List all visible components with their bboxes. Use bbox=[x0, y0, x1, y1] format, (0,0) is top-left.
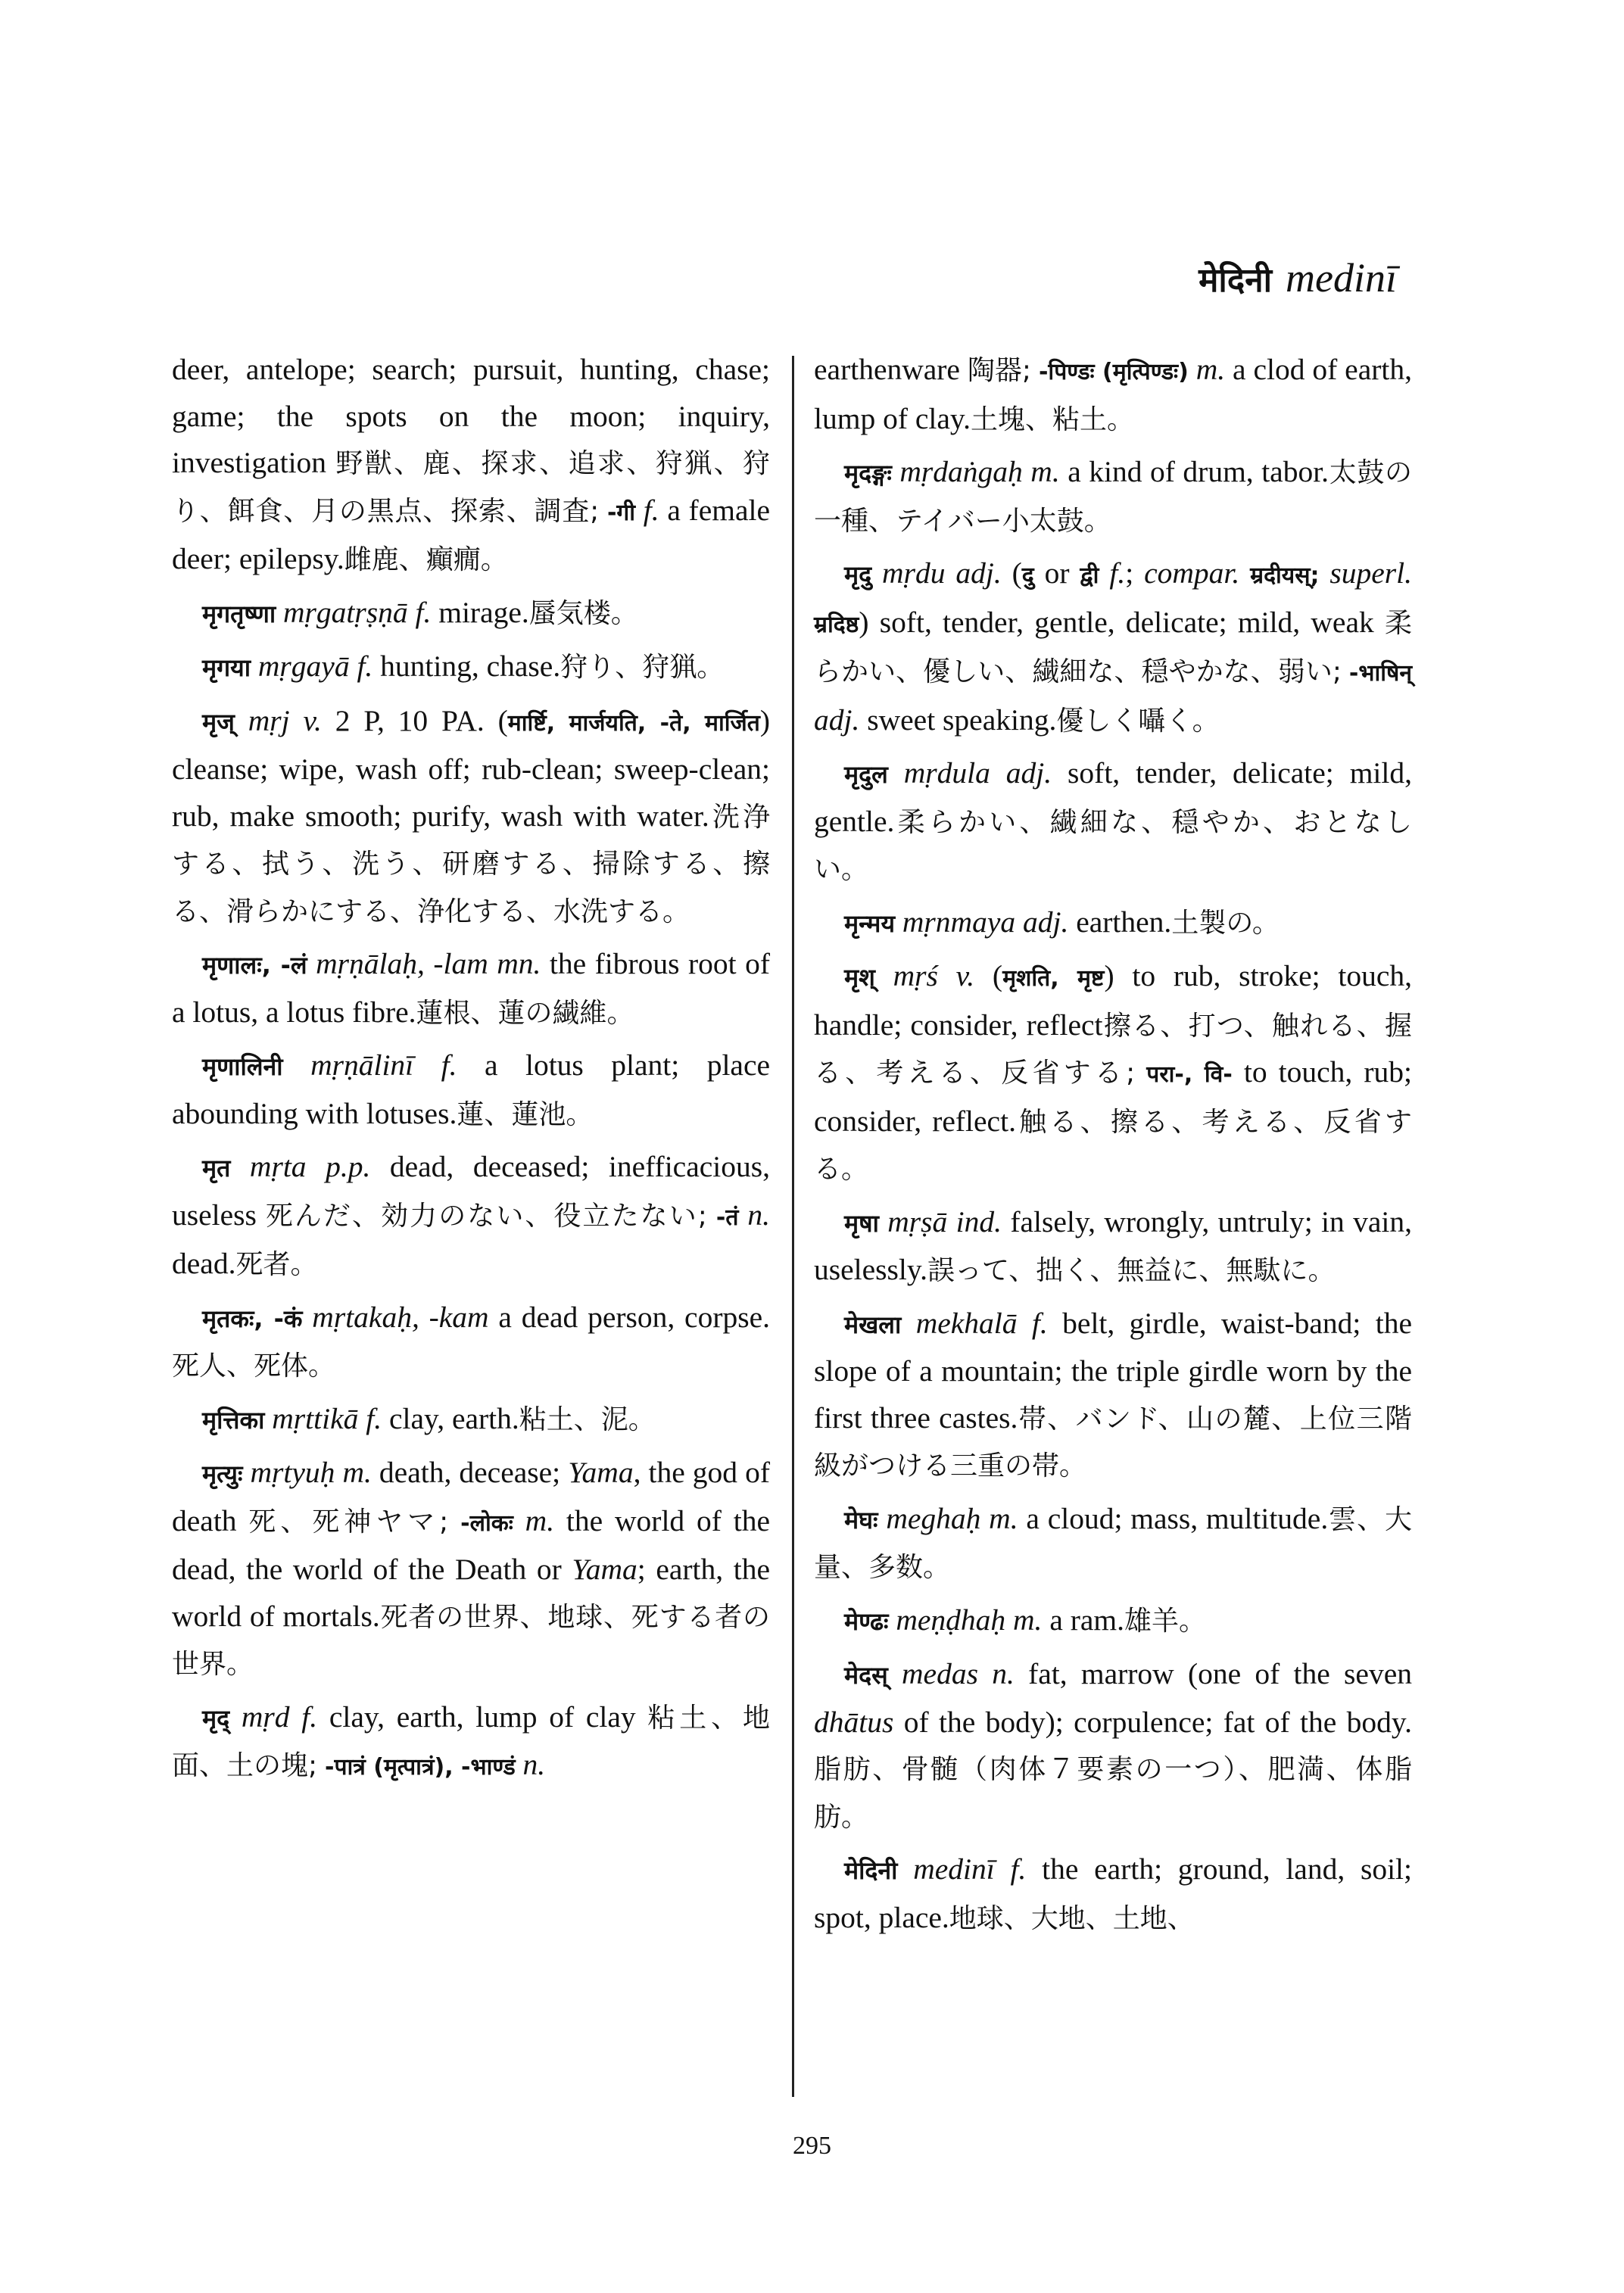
headword: मृणालः, -लं bbox=[202, 951, 307, 980]
japanese-gloss: 死、死神ヤマ; bbox=[248, 1506, 449, 1537]
transliteration: mṛnmaya adj. bbox=[902, 905, 1069, 939]
headword: मृतकः, -कं bbox=[202, 1304, 303, 1333]
grammar-label: superl. bbox=[1329, 556, 1413, 590]
japanese-gloss: 脂肪、骨髄（肉体７要素の一つ）、肥満、体脂肪。 bbox=[814, 1754, 1412, 1833]
headword: मृज् bbox=[202, 707, 235, 737]
definition-text: soft, tender, delicate; mild, gentle. bbox=[814, 756, 1412, 838]
definition-text: or bbox=[1033, 556, 1080, 590]
headword: मृन्मय bbox=[844, 908, 896, 938]
definition-text bbox=[513, 1504, 525, 1537]
japanese-gloss: 優しく囁く。 bbox=[1056, 705, 1220, 737]
japanese-gloss: 野獣、鹿、探求、追求、狩猟、狩り、餌食、月の黒点、探索、調査; bbox=[172, 448, 770, 527]
dictionary-entry bbox=[172, 1042, 770, 1138]
transliteration: medas n. bbox=[902, 1657, 1015, 1690]
headword: मेखला bbox=[844, 1310, 902, 1339]
dictionary-entry bbox=[814, 1846, 1412, 1942]
japanese-gloss: 触る、擦る、考える、反省する。 bbox=[814, 1106, 1412, 1185]
column-divider bbox=[792, 356, 794, 2097]
devanagari-form: परा-, वि- bbox=[1146, 1061, 1233, 1088]
transliteration: mṛdu adj. bbox=[882, 556, 1002, 590]
dictionary-entry bbox=[172, 643, 770, 692]
definition-text: death, decease; bbox=[371, 1456, 569, 1489]
grammar-label: f. bbox=[1109, 556, 1126, 590]
definition-text: a kind of drum, tabor. bbox=[1059, 455, 1329, 488]
dictionary-entry bbox=[172, 590, 770, 638]
definition-text bbox=[516, 1748, 523, 1781]
japanese-gloss: 狩り、狩猟。 bbox=[560, 652, 725, 683]
dictionary-entry bbox=[172, 1294, 770, 1390]
definition-text: clay, earth. bbox=[382, 1401, 519, 1435]
left-column bbox=[172, 347, 770, 1797]
definition-text: ; earth, the world of mortals. bbox=[172, 1553, 770, 1633]
grammar-label: compar. bbox=[1144, 556, 1240, 590]
japanese-gloss: 蓮、蓮池。 bbox=[457, 1098, 594, 1130]
definition-text: the fibrous root of a lotus, a lotus fibre. bbox=[172, 947, 770, 1029]
devanagari-form: -पिण्डः (मृत्पिण्डः) bbox=[1038, 359, 1189, 385]
entry-continuation bbox=[814, 347, 1412, 443]
japanese-gloss: 土塊、粘土。 bbox=[970, 403, 1134, 435]
devanagari-form: -लोकः bbox=[460, 1509, 513, 1537]
headword: मृषा bbox=[844, 1208, 879, 1238]
definition-text: ( bbox=[1001, 556, 1022, 590]
dictionary-entry bbox=[172, 1694, 770, 1791]
dictionary-entry bbox=[172, 1396, 770, 1444]
definition-text bbox=[276, 596, 283, 629]
definition-text: ) soft, tender, gentle, delicate; mild, weak bbox=[859, 605, 1385, 639]
definition-text: mirage. bbox=[431, 595, 529, 629]
definition-text: earthen. bbox=[1068, 905, 1172, 939]
japanese-gloss: 柔らかい、繊細な、穏やか、おとなしい。 bbox=[814, 806, 1412, 885]
japanese-gloss: 死んだ、効力のない、役立たない; bbox=[265, 1200, 707, 1232]
grammar-label: n. bbox=[522, 1748, 546, 1781]
devanagari-form: -पात्रं (मृत्पात्रं), -भाण्डं bbox=[325, 1754, 516, 1781]
dictionary-entry bbox=[814, 1199, 1412, 1294]
transliteration: mṛtyuḥ m. bbox=[250, 1456, 372, 1489]
definition-text: sweet speaking. bbox=[859, 703, 1057, 737]
dictionary-entry bbox=[814, 1597, 1412, 1646]
japanese-gloss: 陶器; bbox=[967, 355, 1032, 386]
definition-text bbox=[871, 556, 882, 590]
devanagari-form: -तं bbox=[715, 1204, 739, 1231]
definition-text bbox=[1189, 353, 1196, 386]
definition-text bbox=[1239, 556, 1250, 590]
devanagari-form: -भाषिन् bbox=[1348, 660, 1412, 687]
grammar-label: m. bbox=[1195, 353, 1226, 386]
transliteration: mekhalā f. bbox=[915, 1306, 1048, 1340]
headword: मृदङ्गः bbox=[844, 459, 892, 488]
japanese-gloss: 太鼓の一種、テイバー小太鼓。 bbox=[814, 457, 1412, 537]
transliteration: mṛttikā f. bbox=[272, 1401, 382, 1435]
definition-text bbox=[635, 494, 644, 527]
dictionary-entry bbox=[814, 449, 1412, 544]
japanese-gloss: 帯、バンド、山の麓、上位三階級がつける三重の帯。 bbox=[814, 1403, 1412, 1481]
transliteration: mṛṇālaḥ, -lam mn. bbox=[316, 947, 541, 980]
headword: मृगया bbox=[202, 653, 251, 682]
dictionary-entry bbox=[814, 953, 1412, 1193]
definition-text: the world of the dead, the world of the Death or bbox=[172, 1503, 771, 1586]
definition-text bbox=[235, 704, 248, 737]
definition-text: ( bbox=[974, 959, 1003, 992]
headword: मेदिनी bbox=[844, 1856, 898, 1885]
devanagari-form: -गी bbox=[606, 499, 636, 526]
transliteration: mṛgatṛṣṇā f. bbox=[283, 595, 432, 629]
definition-text bbox=[1320, 556, 1330, 590]
transliteration: mṛtakaḥ, -kam bbox=[312, 1300, 489, 1334]
japanese-gloss: 粘土、地面、土の塊; bbox=[172, 1702, 771, 1781]
definition-text: deer, antelope; search; pursuit, hunting, chase; game; the spots on the moon; inquiry, investigation bbox=[172, 353, 770, 479]
definition-text: a clod of earth, lump of clay. bbox=[814, 353, 1412, 435]
definition-text bbox=[251, 650, 258, 683]
transliteration: mṛś v. bbox=[893, 959, 975, 992]
definition-text: a ram. bbox=[1042, 1603, 1125, 1637]
japanese-gloss: 土製の。 bbox=[1171, 907, 1280, 939]
japanese-gloss: 雌鹿、癲癇。 bbox=[344, 544, 508, 575]
dictionary-entry bbox=[814, 1496, 1412, 1591]
definition-text: a lotus plant; place abounding with lotuses. bbox=[172, 1048, 771, 1130]
japanese-gloss: 柔らかい、優しい、繊細な、穏やかな、弱い; bbox=[814, 607, 1412, 687]
definition-text bbox=[738, 1198, 747, 1232]
right-column bbox=[814, 347, 1412, 1948]
transliteration: mṛdaṅgaḥ m. bbox=[899, 455, 1060, 488]
definition-text: fat, marrow (one of the seven bbox=[1014, 1657, 1412, 1690]
grammar-label: dhātus bbox=[814, 1705, 894, 1739]
japanese-gloss: 洗浄する、拭う、洗う、研磨する、掃除する、擦る、滑らかにする、浄化する、水洗する。 bbox=[172, 801, 770, 927]
definition-text: dead. bbox=[172, 1247, 236, 1280]
transliteration: mṛdula adj. bbox=[903, 756, 1052, 790]
dictionary-entry bbox=[814, 899, 1412, 948]
dictionary-entry bbox=[172, 698, 770, 936]
dictionary-entry bbox=[172, 1450, 770, 1688]
running-head-devanagari: मेदिनी bbox=[1199, 261, 1273, 300]
dictionary-entry bbox=[814, 1301, 1412, 1490]
headword: मृणालिनी bbox=[202, 1052, 283, 1081]
page-number: 295 bbox=[793, 2132, 831, 2160]
definition-text bbox=[895, 905, 902, 939]
definition-text bbox=[242, 1456, 250, 1489]
transliteration: meṇḍhaḥ m. bbox=[896, 1603, 1043, 1637]
dictionary-entry bbox=[172, 1144, 770, 1288]
definition-text: falsely, wrongly, untruly; in vain, uselessly. bbox=[814, 1204, 1413, 1286]
definition-text: clay, earth, lump of clay bbox=[317, 1699, 648, 1734]
transliteration: mṛgayā f. bbox=[257, 650, 373, 683]
grammar-label: f. bbox=[643, 493, 659, 527]
transliteration: mṛṣā ind. bbox=[887, 1204, 1002, 1238]
definition-text bbox=[264, 1402, 272, 1435]
definition-text: a dead person, corpse. bbox=[488, 1300, 771, 1334]
dictionary-entry bbox=[172, 941, 770, 1036]
devanagari-form: द्वी bbox=[1080, 562, 1099, 589]
definition-text bbox=[892, 455, 900, 488]
definition-text bbox=[229, 1700, 242, 1734]
definition-text: ) to rub, stroke; touch, handle; consider, reflect bbox=[814, 959, 1412, 1042]
definition-text: earthenware bbox=[814, 353, 968, 386]
definition-text: of the body); corpulence; fat of the body. bbox=[893, 1705, 1412, 1739]
transliteration: mṛṇālinī f. bbox=[310, 1048, 457, 1082]
transliteration: medinī f. bbox=[913, 1852, 1027, 1886]
headword: मेघः bbox=[844, 1505, 878, 1534]
definition-text: a female deer; epilepsy. bbox=[172, 493, 770, 575]
definition-text: ) cleanse; wipe, wash off; rub-clean; sweep-clean; rub, make smooth; purify, wash with water. bbox=[172, 703, 770, 833]
definition-text: a cloud; mass, multitude. bbox=[1018, 1501, 1329, 1535]
headword: मेदस् bbox=[844, 1661, 888, 1690]
entry-continuation bbox=[172, 347, 770, 584]
japanese-gloss: 蜃気楼。 bbox=[528, 597, 638, 629]
devanagari-form: मार्ष्टि, मार्जयति, -ते, मार्जित bbox=[507, 709, 760, 737]
definition-text: dead, deceased; inefficacious, useless bbox=[172, 1150, 770, 1232]
transliteration: mṛj v. bbox=[248, 703, 322, 737]
definition-text bbox=[707, 1198, 716, 1232]
dictionary-entry bbox=[814, 550, 1412, 744]
definition-text bbox=[888, 756, 904, 790]
definition-text: to touch, rub; consider, reflect. bbox=[814, 1055, 1413, 1138]
definition-text bbox=[1135, 1055, 1146, 1089]
headword: मृत bbox=[202, 1154, 231, 1182]
headword: मृत्युः bbox=[202, 1460, 243, 1488]
transliteration: meghaḥ m. bbox=[886, 1501, 1018, 1535]
running-head bbox=[1199, 255, 1397, 301]
definition-text bbox=[448, 1504, 460, 1537]
definition-text bbox=[897, 1852, 913, 1886]
definition-text: ; bbox=[1125, 556, 1145, 590]
japanese-gloss: 蓮根、蓮の繊維。 bbox=[416, 997, 634, 1029]
grammar-label: m. bbox=[525, 1503, 555, 1537]
japanese-gloss: 死人、死体。 bbox=[172, 1351, 336, 1382]
japanese-gloss: 雲、大量、多数。 bbox=[814, 1503, 1412, 1583]
grammar-label: Yama bbox=[568, 1456, 634, 1489]
headword: मृत्तिका bbox=[202, 1405, 265, 1435]
definition-text bbox=[879, 1205, 887, 1238]
japanese-gloss: 粘土、泥。 bbox=[519, 1404, 656, 1435]
definition-text bbox=[307, 947, 316, 980]
japanese-gloss: 死者。 bbox=[235, 1249, 318, 1280]
definition-text: belt, girdle, waist-band; the slope of a mountain; the triple girdle worn by the first three castes. bbox=[814, 1306, 1412, 1435]
definition-text bbox=[283, 1048, 310, 1082]
definition-text bbox=[303, 1301, 313, 1334]
definition-text bbox=[1099, 556, 1109, 590]
definition-text bbox=[599, 494, 607, 527]
japanese-gloss: 擦る、打つ、触れる、握る、考える、反省する; bbox=[814, 1010, 1412, 1089]
japanese-gloss: 地球、大地、土地、 bbox=[949, 1902, 1195, 1934]
definition-text bbox=[875, 959, 893, 992]
definition-text bbox=[901, 1307, 915, 1340]
definition-text bbox=[878, 1502, 887, 1535]
devanagari-form: म्रदिष्ठ bbox=[814, 611, 859, 638]
transliteration: mṛd f. bbox=[241, 1699, 318, 1734]
definition-text bbox=[1342, 654, 1349, 687]
headword: मृश् bbox=[844, 963, 875, 992]
definition-text bbox=[1031, 353, 1039, 386]
headword: मृद् bbox=[202, 1703, 230, 1733]
headword: मृगतृष्णा bbox=[202, 599, 276, 628]
japanese-gloss: 雄羊。 bbox=[1124, 1605, 1207, 1637]
japanese-gloss: 誤って、拙く、無益に、無駄に。 bbox=[927, 1255, 1336, 1286]
definition-text bbox=[888, 1657, 902, 1690]
definition-text: , the god of death bbox=[172, 1456, 771, 1537]
dictionary-entry bbox=[814, 750, 1412, 893]
dictionary-entry bbox=[814, 1651, 1412, 1840]
headword: मृदु bbox=[844, 560, 872, 589]
grammar-label: Yama bbox=[572, 1553, 637, 1586]
grammar-label: adj. bbox=[814, 703, 860, 737]
devanagari-form: मृशति, मृष्ट bbox=[1002, 965, 1105, 992]
devanagari-form: दु bbox=[1021, 562, 1034, 589]
headword: मेण्ढः bbox=[844, 1606, 889, 1636]
definition-text: 2 P, 10 PA. ( bbox=[321, 703, 508, 737]
japanese-gloss: 死者の世界、地球、死する者の世界。 bbox=[172, 1601, 770, 1680]
devanagari-form: म्रदीयस्; bbox=[1250, 562, 1320, 589]
headword: मृदुल bbox=[844, 760, 888, 789]
running-head-roman: medinī bbox=[1286, 255, 1397, 301]
definition-text bbox=[888, 1603, 896, 1637]
definition-text bbox=[230, 1150, 250, 1183]
transliteration: mṛta p.p. bbox=[249, 1150, 371, 1183]
definition-text: the earth; ground, land, soil; spot, place. bbox=[814, 1852, 1413, 1934]
grammar-label: n. bbox=[747, 1198, 771, 1232]
definition-text: hunting, chase. bbox=[372, 650, 561, 683]
definition-text bbox=[317, 1748, 325, 1781]
